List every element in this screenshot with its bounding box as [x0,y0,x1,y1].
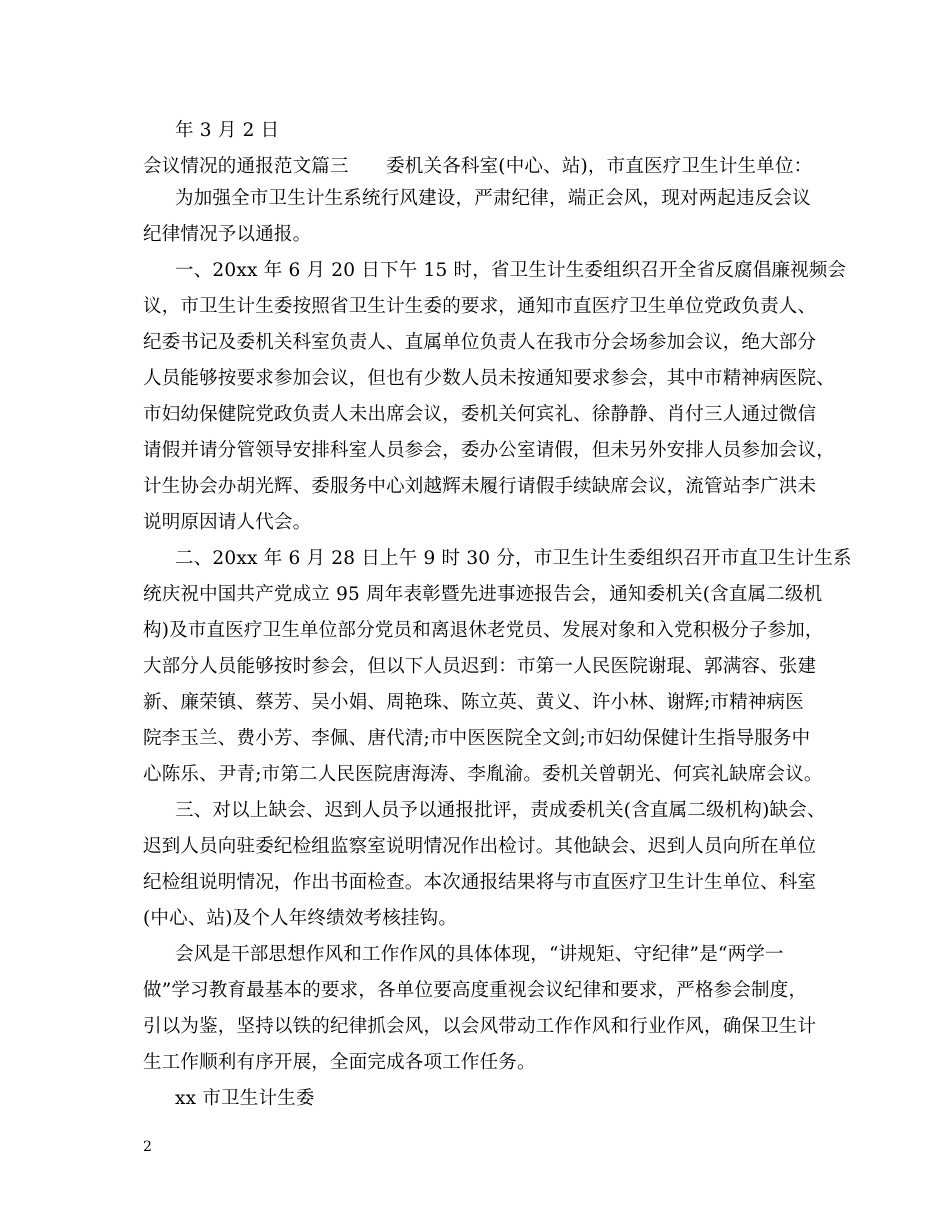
closing-line: 做”学习教育最基本的要求，各单位要高度重视会议纪律和要求，严格参会制度， [143,980,808,1001]
closing-line: 引以为鉴，坚持以铁的纪律抓会风，以会风带动工作作风和行业作风，确保卫生计 [143,1016,817,1037]
item2-line: 构)及市直医疗卫生单位部分党员和离退休老党员、发展对象和入党积极分子参加， [143,620,824,641]
closing-line: 生工作顺利有序开展，全面完成各项工作任务。 [143,1052,536,1073]
page-number: 2 [143,1139,152,1155]
item3-line: 三、对以上缺会、迟到人员予以通报批评，责成委机关(含直属二级机构)缺会、 [175,800,826,821]
item1-line: 人员能够按要求参加会议，但也有少数人员未按通知要求参会，其中市精神病医院、 [143,368,835,389]
item3-line: 纪检组说明情况，作出书面检查。本次通报结果将与市直医疗卫生计生单位、科室 [143,872,817,893]
item1-line: 说明原因请人代会。 [143,512,312,533]
item1-line: 计生协会办胡光辉、委服务中心刘越辉未履行请假手续缺席会议，流管站李广洪未 [143,476,817,497]
item3-line: (中心、站)及个人年终绩效考核挂钩。 [143,908,458,929]
closing-line: 会风是干部思想作风和工作作风的具体体现，“讲规矩、守纪律”是“两学一 [175,944,784,965]
item2-line: 院李玉兰、费小芳、李佩、唐代清;市中医医院全文剑;市妇幼保健计生指导服务中 [143,728,811,749]
item1-line: 议，市卫生计生委按照省卫生计生委的要求，通知市直医疗卫生单位党政负责人、 [143,296,817,317]
intro-line: 为加强全市卫生计生系统行风建设，严肃纪律，端正会风，现对两起违反会议 [175,188,811,209]
item2-line: 大部分人员能够按时参会，但以下人员迟到：市第一人民医院谢琨、郭满容、张建 [143,656,817,677]
signature: xx 市卫生计生委 [175,1088,315,1109]
item1-line: 一、20xx 年 6 月 20 日下午 15 时，省卫生计生委组织召开全省反腐倡廉视频会 [175,260,847,281]
item1-line: 市妇幼保健院党政负责人未出席会议，委机关何宾礼、徐静静、肖付三人通过微信 [143,404,817,425]
item2-line: 心陈乐、尹青;市第二人民医院唐海涛、李胤渝。委机关曾朝光、何宾礼缺席会议。 [143,764,823,785]
item2-line: 新、廉荣镇、蔡芳、吴小娟、周艳珠、陈立英、黄义、许小林、谢辉;市精神病医 [143,692,804,713]
item1-line: 请假并请分管领导安排科室人员参会，委办公室请假，但未另外安排人员参加会议， [143,440,835,461]
item3-line: 迟到人员向驻委纪检组监察室说明情况作出检讨。其他缺会、迟到人员向所在单位 [143,836,817,857]
item1-line: 纪委书记及委机关科室负责人、直属单位负责人在我市分会场参加会议，绝大部分 [143,332,817,353]
item2-line: 统庆祝中国共产党成立 95 周年表彰暨先进事迹报告会，通知委机关(含直属二级机 [143,584,823,605]
item2-line: 二、20xx 年 6 月 28 日上午 9 时 30 分，市卫生计生委组织召开市直卫生计生系 [175,548,852,569]
intro-line: 纪律情况予以通报。 [143,224,312,245]
heading-line: 会议情况的通报范文篇三 委机关各科室(中心、站)，市直医疗卫生计生单位： [143,156,813,177]
date-line: 年 3 月 2 日 [175,120,280,141]
